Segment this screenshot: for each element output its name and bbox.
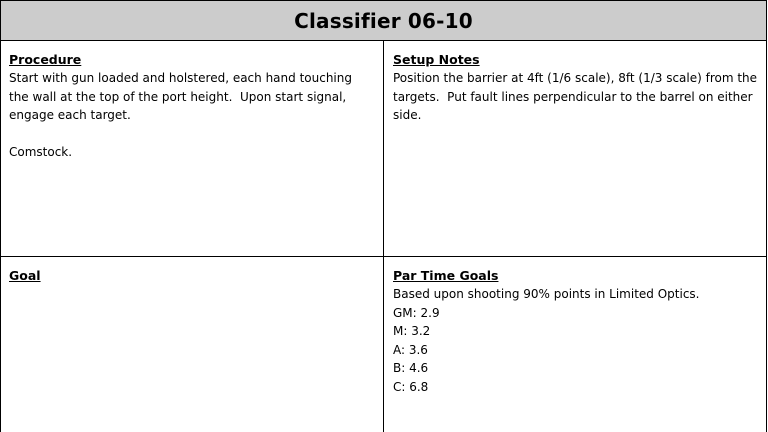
- procedure-text: Start with gun loaded and holstered, each hand touching the wall at the top of the port height. Upon start signal, engage each target. Comstock.: [9, 71, 352, 159]
- goal-heading: Goal: [9, 268, 41, 283]
- procedure-heading: Procedure: [9, 52, 82, 67]
- setup-notes-text: Position the barrier at 4ft (1/6 scale), 8ft (1/3 scale) from the targets. Put fault lines perpendicular to the barrel on either side.: [393, 71, 761, 122]
- page-title: Classifier 06-10: [294, 8, 473, 33]
- par-time-item-c: C: 6.8: [393, 379, 429, 394]
- par-time-item-a: A: 3.6: [393, 342, 428, 357]
- par-time-list: [393, 304, 758, 397]
- par-time-item-m: M: 3.2: [393, 324, 431, 338]
- par-time-goals-heading: Par Time Goals: [393, 268, 499, 283]
- par-time-goals-section: [384, 257, 767, 432]
- procedure-section: [0, 41, 384, 257]
- par-time-item-gm: GM: 2.9: [393, 305, 440, 320]
- setup-notes-heading: Setup Notes: [393, 52, 480, 67]
- par-time-goals-intro: Based upon shooting 90% points in Limited Optics.: [393, 287, 700, 301]
- par-time-item-b: B: 4.6: [393, 361, 429, 375]
- setup-notes-section: [384, 41, 767, 257]
- goal-section: [0, 257, 384, 432]
- title-bar: [0, 0, 767, 41]
